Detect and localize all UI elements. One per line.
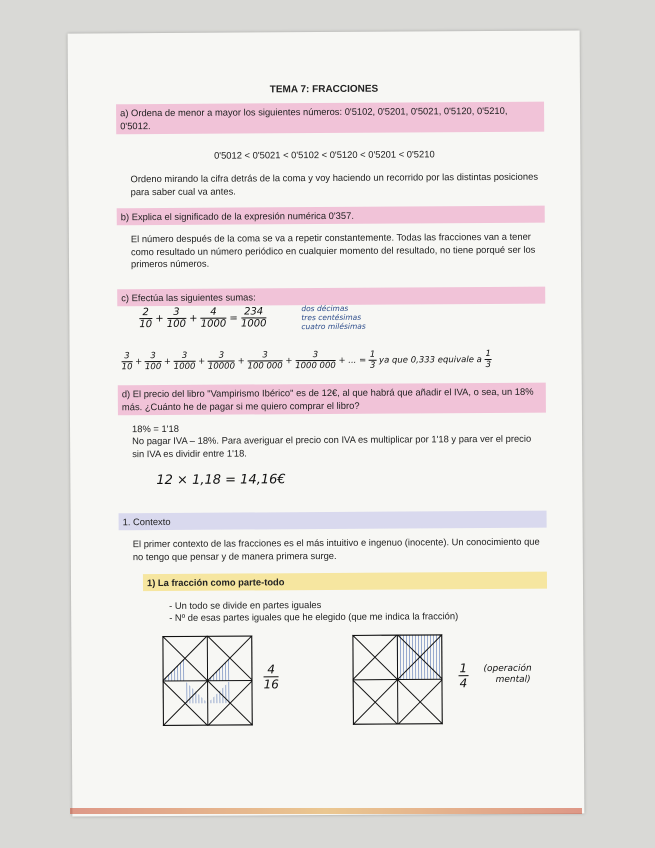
- document-page: [68, 30, 585, 816]
- page-edge-stripe: [70, 808, 582, 814]
- fraction: $\frac{4}{1000}$: [200, 306, 227, 330]
- square-diagram-4-16: [162, 635, 253, 726]
- sum-2: $\frac{3}{10}$ + $\frac{3}{100}$ + $\frac{3}{1000}$ + $\frac{3}{10000}$ + $\frac{3}{100 000}$ + $\frac{3}{1000 000}$ + ... = $\frac{1}{3}$ ya que 0,333 equivale a $\frac{1}{3}$: [121, 348, 492, 373]
- mental-operation-note: (operación mental): [483, 663, 532, 685]
- answer-a: Ordeno mirando la cifra detrás de la coma y voy haciendo un recorrido por las distintas posiciones para saber cual va antes.: [130, 170, 539, 197]
- price-calculation: 12 × 1,18 = 14,16€: [156, 472, 286, 489]
- bullet-2: - Nº de esas partes iguales que he elegido (que me indica la fracción): [169, 610, 459, 623]
- square-diagram-1-4: [352, 634, 443, 725]
- fraction-1-4: $\frac{1}{4}$: [459, 661, 468, 691]
- bullet-1: - Un todo se divide en partes iguales: [169, 599, 322, 611]
- fraction: $\frac{234}{1000}$: [240, 306, 267, 330]
- fraction: $\frac{3}{100}$: [166, 306, 187, 330]
- place-value-note: dos décimas tres centésimas cuatro milésimas: [301, 303, 366, 332]
- page-title: TEMA 7: FRACCIONES: [269, 83, 379, 96]
- question-d: d) El precio del libro "Vampirismo Ibérico" es de 12€, al que habrá que añadir el IVA, o sea, un 18% más. ¿Cuánto he de pagar si me quiero comprar el libro?: [118, 383, 546, 416]
- fraction: $\frac{1}{3}$: [485, 348, 492, 371]
- question-c: c) Efectúa las siguientes sumas:: [117, 287, 545, 307]
- question-b: b) Explica el significado de la expresión numérica 0'357.: [117, 206, 545, 226]
- answer-d-line1: 18% = 1'18: [131, 422, 179, 435]
- fraction: $\frac{1}{3}$: [369, 349, 376, 371]
- answer-d: No pagar IVA – 18%. Para averiguar el precio con IVA es multiplicar por 1'18 y para ver el precio sin IVA es dividir entre 1'18.: [132, 432, 532, 459]
- fraction: $\frac{3}{1000}$: [173, 350, 196, 372]
- fraction: $\frac{3}{10}$: [121, 351, 133, 373]
- section-context-text: El primer contexto de las fracciones es el más intuitivo e ingenuo (inocente). Un conocimiento que no tengo que pensar y de manera primera surge.: [132, 535, 540, 562]
- fraction-4-16: $\frac{4}{16}$: [263, 662, 279, 692]
- answer-b: El número después de la coma se va a repetir constantemente. Todas las fracciones van a tener como resultado un número periódico en cualquier momento del resultado, no tiene porqué ser los primeros números.: [130, 230, 536, 270]
- fraction: $\frac{3}{1000 000}$: [295, 350, 336, 372]
- fraction: $\frac{2}{10}$: [139, 307, 153, 331]
- fraction: $\frac{3}{100}$: [144, 351, 162, 373]
- section-context-heading: 1. Contexto: [119, 511, 547, 531]
- fraction: $\frac{3}{100 000}$: [247, 350, 283, 372]
- subsection-part-whole-heading: 1) La fracción como parte-todo: [143, 572, 547, 591]
- fraction: $\frac{3}{10000}$: [207, 350, 236, 372]
- sum-1: $\frac{2}{10}$ + $\frac{3}{100}$ + $\frac{4}{1000}$ = $\frac{234}{1000}$: [139, 306, 267, 331]
- question-a: a) Ordena de menor a mayor los siguientes números: 0'5102, 0'5201, 0'5021, 0'5120, 0'5210, 0'5012.: [116, 102, 544, 135]
- ordered-numbers: 0'5012 < 0'5021 < 0'5102 < 0'5120 < 0'5201 < 0'5210: [214, 148, 435, 161]
